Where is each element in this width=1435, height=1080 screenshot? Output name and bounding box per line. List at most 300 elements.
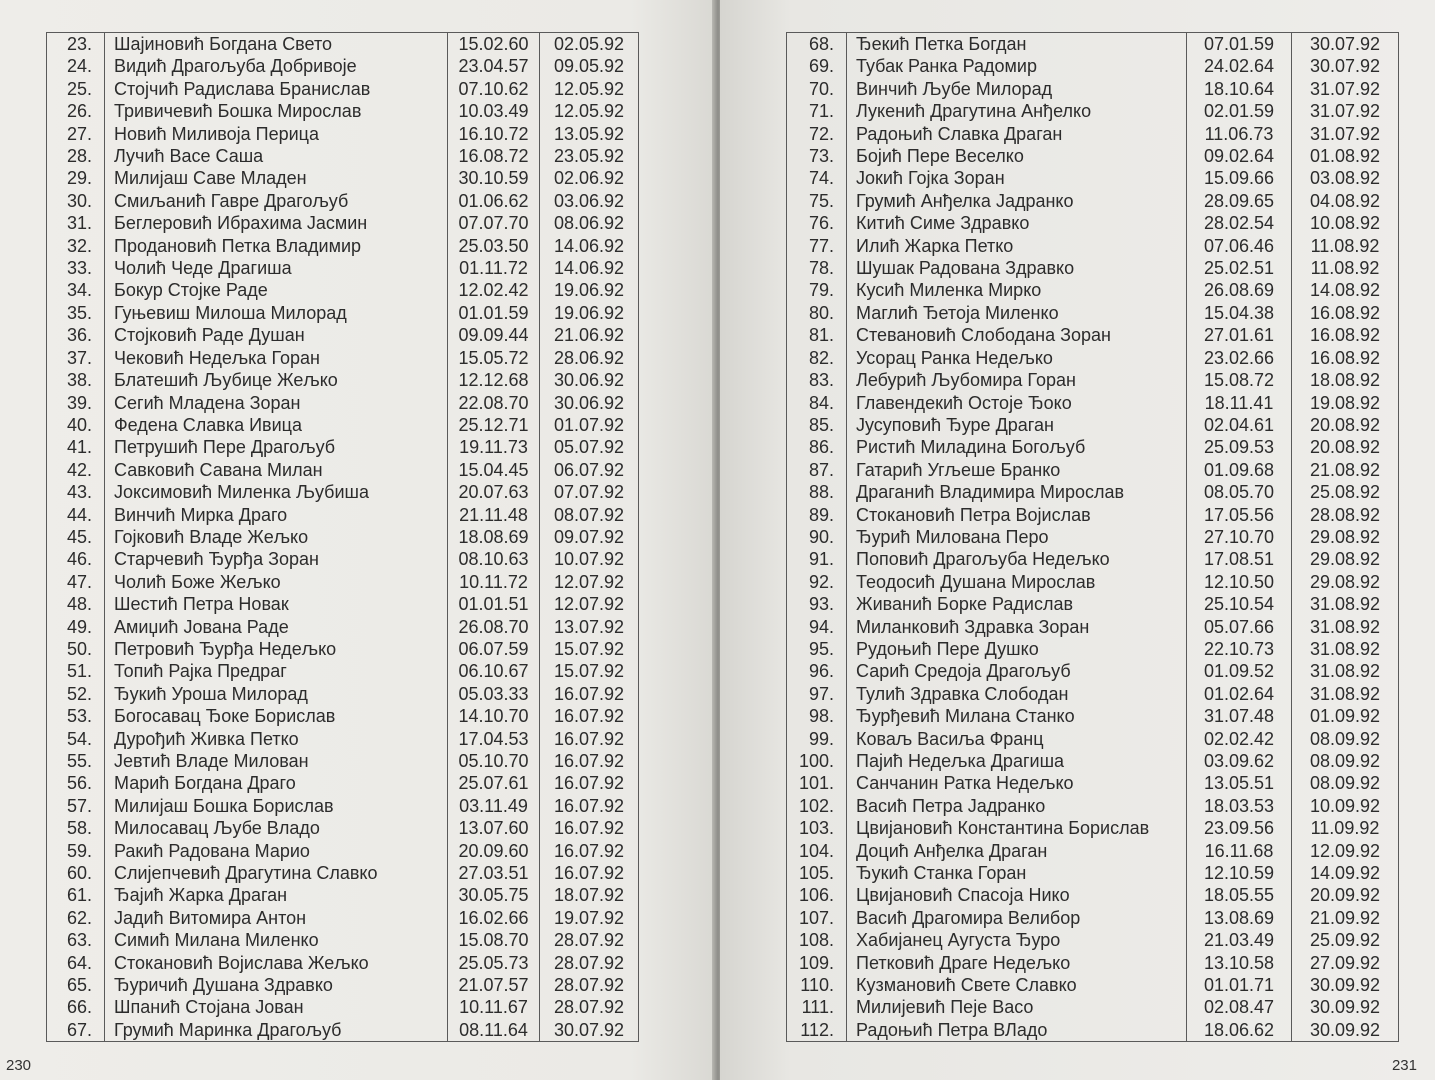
birth-date: 31.07.48 [1187, 705, 1292, 727]
row-number: 105. [787, 862, 847, 884]
row-number: 66. [47, 996, 105, 1018]
table-row [787, 257, 1399, 279]
death-date: 02.06.92 [540, 167, 639, 189]
birth-date: 12.12.68 [448, 369, 540, 391]
person-name: Китић Симе Здравко [847, 212, 1187, 234]
death-date: 28.07.92 [540, 929, 639, 951]
birth-date: 27.03.51 [448, 862, 540, 884]
death-date: 31.08.92 [1292, 683, 1399, 705]
table-row [47, 347, 639, 369]
person-name: Милијевић Пеје Васо [847, 996, 1187, 1018]
table-row [787, 459, 1399, 481]
person-name: Јевтић Владе Милован [105, 750, 448, 772]
row-number: 44. [47, 504, 105, 526]
row-number: 88. [787, 481, 847, 503]
death-date: 30.09.92 [1292, 996, 1399, 1018]
birth-date: 08.10.63 [448, 548, 540, 570]
person-name: Ђурић Милована Перо [847, 526, 1187, 548]
person-name: Ђекић Петка Богдан [847, 33, 1187, 56]
person-name: Кусић Миленка Мирко [847, 279, 1187, 301]
table-row [787, 481, 1399, 503]
person-name: Лукенић Драгутина Анђелко [847, 100, 1187, 122]
death-date: 31.07.92 [1292, 100, 1399, 122]
person-name: Ђукић Уроша Милорад [105, 683, 448, 705]
person-name: Марић Богдана Драго [105, 772, 448, 794]
row-number: 92. [787, 571, 847, 593]
birth-date: 27.10.70 [1187, 526, 1292, 548]
table-row [47, 212, 639, 234]
table-row [787, 78, 1399, 100]
row-number: 35. [47, 302, 105, 324]
row-number: 79. [787, 279, 847, 301]
birth-date: 18.05.55 [1187, 884, 1292, 906]
death-date: 16.07.92 [540, 795, 639, 817]
row-number: 80. [787, 302, 847, 324]
row-number: 110. [787, 974, 847, 996]
death-date: 28.06.92 [540, 347, 639, 369]
birth-date: 10.11.72 [448, 571, 540, 593]
death-date: 27.09.92 [1292, 952, 1399, 974]
death-date: 31.08.92 [1292, 616, 1399, 638]
birth-date: 01.02.64 [1187, 683, 1292, 705]
birth-date: 18.08.69 [448, 526, 540, 548]
death-date: 16.07.92 [540, 817, 639, 839]
row-number: 82. [787, 347, 847, 369]
row-number: 98. [787, 705, 847, 727]
death-date: 12.09.92 [1292, 840, 1399, 862]
birth-date: 15.04.38 [1187, 302, 1292, 324]
table-row [787, 795, 1399, 817]
victims-table-left [46, 32, 639, 1042]
birth-date: 23.09.56 [1187, 817, 1292, 839]
birth-date: 12.02.42 [448, 279, 540, 301]
row-number: 28. [47, 145, 105, 167]
death-date: 08.09.92 [1292, 772, 1399, 794]
death-date: 01.09.92 [1292, 705, 1399, 727]
death-date: 02.05.92 [540, 33, 639, 56]
death-date: 25.09.92 [1292, 929, 1399, 951]
table-row [47, 190, 639, 212]
person-name: Петковић Драге Недељко [847, 952, 1187, 974]
table-row [787, 436, 1399, 458]
death-date: 11.08.92 [1292, 257, 1399, 279]
birth-date: 20.07.63 [448, 481, 540, 503]
row-number: 81. [787, 324, 847, 346]
row-number: 78. [787, 257, 847, 279]
row-number: 27. [47, 123, 105, 145]
table-row [47, 795, 639, 817]
death-date: 16.07.92 [540, 750, 639, 772]
birth-date: 12.10.59 [1187, 862, 1292, 884]
death-date: 16.08.92 [1292, 347, 1399, 369]
row-number: 102. [787, 795, 847, 817]
person-name: Ракић Радована Марио [105, 840, 448, 862]
table-row [787, 33, 1399, 56]
birth-date: 16.10.72 [448, 123, 540, 145]
birth-date: 02.08.47 [1187, 996, 1292, 1018]
table-row [787, 235, 1399, 257]
person-name: Беглеровић Ибрахима Јасмин [105, 212, 448, 234]
row-number: 68. [787, 33, 847, 56]
birth-date: 10.03.49 [448, 100, 540, 122]
birth-date: 23.04.57 [448, 55, 540, 77]
table-row [47, 100, 639, 122]
death-date: 04.08.92 [1292, 190, 1399, 212]
table-row [787, 929, 1399, 951]
table-row [787, 996, 1399, 1018]
person-name: Чолић Чеде Драгиша [105, 257, 448, 279]
row-number: 45. [47, 526, 105, 548]
table-row [47, 616, 639, 638]
table-row [47, 55, 639, 77]
person-name: Васић Петра Јадранко [847, 795, 1187, 817]
row-number: 23. [47, 33, 105, 56]
birth-date: 15.08.70 [448, 929, 540, 951]
birth-date: 17.05.56 [1187, 504, 1292, 526]
death-date: 10.08.92 [1292, 212, 1399, 234]
person-name: Поповић Драгољуба Недељко [847, 548, 1187, 570]
table-row [47, 167, 639, 189]
person-name: Цвијановић Константина Борислав [847, 817, 1187, 839]
birth-date: 06.10.67 [448, 660, 540, 682]
table-row [47, 840, 639, 862]
table-row [787, 750, 1399, 772]
death-date: 08.06.92 [540, 212, 639, 234]
row-number: 63. [47, 929, 105, 951]
death-date: 30.07.92 [540, 1019, 639, 1042]
person-name: Милосавац Љубе Владо [105, 817, 448, 839]
birth-date: 07.07.70 [448, 212, 540, 234]
person-name: Бокур Стојке Раде [105, 279, 448, 301]
person-name: Гојковић Владе Жељко [105, 526, 448, 548]
birth-date: 13.07.60 [448, 817, 540, 839]
person-name: Стокановић Петра Војислав [847, 504, 1187, 526]
row-number: 24. [47, 55, 105, 77]
person-name: Васић Драгомира Велибор [847, 907, 1187, 929]
person-name: Петрушић Пере Драгољуб [105, 436, 448, 458]
person-name: Јадић Витомира Антон [105, 907, 448, 929]
table-row [47, 78, 639, 100]
death-date: 14.09.92 [1292, 862, 1399, 884]
row-number: 112. [787, 1019, 847, 1042]
death-date: 16.07.92 [540, 728, 639, 750]
row-number: 107. [787, 907, 847, 929]
death-date: 30.06.92 [540, 369, 639, 391]
person-name: Сегић Младена Зоран [105, 392, 448, 414]
row-number: 67. [47, 1019, 105, 1042]
table-row [787, 772, 1399, 794]
person-name: Милијаш Саве Младен [105, 167, 448, 189]
birth-date: 01.01.59 [448, 302, 540, 324]
table-row [787, 212, 1399, 234]
person-name: Савковић Савана Милан [105, 459, 448, 481]
row-number: 87. [787, 459, 847, 481]
death-date: 08.09.92 [1292, 728, 1399, 750]
table-row [787, 862, 1399, 884]
row-number: 90. [787, 526, 847, 548]
person-name: Стојковић Раде Душан [105, 324, 448, 346]
person-name: Хабијанец Аугуста Ђуро [847, 929, 1187, 951]
person-name: Сарић Средоја Драгољуб [847, 660, 1187, 682]
person-name: Тубак Ранка Радомир [847, 55, 1187, 77]
row-number: 56. [47, 772, 105, 794]
table-row [47, 369, 639, 391]
row-number: 38. [47, 369, 105, 391]
birth-date: 07.01.59 [1187, 33, 1292, 56]
death-date: 16.07.92 [540, 705, 639, 727]
table-row [787, 504, 1399, 526]
person-name: Слијепчевић Драгутина Славко [105, 862, 448, 884]
person-name: Шајиновић Богдана Свето [105, 33, 448, 56]
death-date: 10.07.92 [540, 548, 639, 570]
birth-date: 07.06.46 [1187, 235, 1292, 257]
table-row [47, 279, 639, 301]
table-row [787, 414, 1399, 436]
death-date: 20.08.92 [1292, 436, 1399, 458]
person-name: Теодосић Душана Мирослав [847, 571, 1187, 593]
right-page [720, 0, 1435, 1080]
table-row [787, 324, 1399, 346]
row-number: 34. [47, 279, 105, 301]
table-row [787, 660, 1399, 682]
birth-date: 18.03.53 [1187, 795, 1292, 817]
person-name: Федена Славка Ивица [105, 414, 448, 436]
birth-date: 01.09.52 [1187, 660, 1292, 682]
birth-date: 22.08.70 [448, 392, 540, 414]
death-date: 29.08.92 [1292, 548, 1399, 570]
table-row [787, 302, 1399, 324]
person-name: Јоксимовић Миленка Љубиша [105, 481, 448, 503]
person-name: Усорац Ранка Недељко [847, 347, 1187, 369]
person-name: Пајић Недељка Драгиша [847, 750, 1187, 772]
row-number: 29. [47, 167, 105, 189]
row-number: 108. [787, 929, 847, 951]
birth-date: 08.05.70 [1187, 481, 1292, 503]
death-date: 11.09.92 [1292, 817, 1399, 839]
row-number: 48. [47, 593, 105, 615]
table-row [787, 593, 1399, 615]
death-date: 21.08.92 [1292, 459, 1399, 481]
death-date: 31.08.92 [1292, 638, 1399, 660]
row-number: 77. [787, 235, 847, 257]
person-name: Ђукић Станка Горан [847, 862, 1187, 884]
row-number: 62. [47, 907, 105, 929]
person-name: Ђајић Жарка Драган [105, 884, 448, 906]
row-number: 71. [787, 100, 847, 122]
death-date: 09.05.92 [540, 55, 639, 77]
person-name: Илић Жарка Петко [847, 235, 1187, 257]
person-name: Рудоњић Пере Душко [847, 638, 1187, 660]
table-row [47, 302, 639, 324]
person-name: Грумић Маринка Драгољуб [105, 1019, 448, 1042]
death-date: 28.07.92 [540, 952, 639, 974]
person-name: Стојчић Радислава Бранислав [105, 78, 448, 100]
death-date: 31.08.92 [1292, 593, 1399, 615]
page-number: 231 [1391, 1057, 1417, 1074]
birth-date: 09.02.64 [1187, 145, 1292, 167]
person-name: Драганић Владимира Мирослав [847, 481, 1187, 503]
row-number: 37. [47, 347, 105, 369]
person-name: Чолић Боже Жељко [105, 571, 448, 593]
birth-date: 25.02.51 [1187, 257, 1292, 279]
death-date: 29.08.92 [1292, 571, 1399, 593]
death-date: 31.07.92 [1292, 123, 1399, 145]
death-date: 12.05.92 [540, 100, 639, 122]
death-date: 05.07.92 [540, 436, 639, 458]
birth-date: 17.04.53 [448, 728, 540, 750]
row-number: 96. [787, 660, 847, 682]
row-number: 41. [47, 436, 105, 458]
birth-date: 13.05.51 [1187, 772, 1292, 794]
birth-date: 05.07.66 [1187, 616, 1292, 638]
person-name: Јокић Гојка Зоран [847, 167, 1187, 189]
table-row [787, 974, 1399, 996]
person-name: Чековић Недељка Горан [105, 347, 448, 369]
table-row [787, 347, 1399, 369]
row-number: 85. [787, 414, 847, 436]
table-row [47, 526, 639, 548]
death-date: 13.07.92 [540, 616, 639, 638]
person-name: Ђурђевић Милана Станко [847, 705, 1187, 727]
birth-date: 16.08.72 [448, 145, 540, 167]
row-number: 109. [787, 952, 847, 974]
table-row [787, 145, 1399, 167]
person-name: Ђуричић Душана Здравко [105, 974, 448, 996]
victims-table-right [786, 32, 1399, 1042]
row-number: 86. [787, 436, 847, 458]
death-date: 07.07.92 [540, 481, 639, 503]
death-date: 30.06.92 [540, 392, 639, 414]
death-date: 12.07.92 [540, 593, 639, 615]
birth-date: 02.01.59 [1187, 100, 1292, 122]
death-date: 15.07.92 [540, 660, 639, 682]
row-number: 74. [787, 167, 847, 189]
table-row [47, 683, 639, 705]
birth-date: 05.03.33 [448, 683, 540, 705]
death-date: 15.07.92 [540, 638, 639, 660]
death-date: 01.08.92 [1292, 145, 1399, 167]
birth-date: 25.12.71 [448, 414, 540, 436]
death-date: 23.05.92 [540, 145, 639, 167]
birth-date: 26.08.70 [448, 616, 540, 638]
birth-date: 11.06.73 [1187, 123, 1292, 145]
table-row [47, 1019, 639, 1042]
row-number: 83. [787, 369, 847, 391]
table-row [787, 728, 1399, 750]
birth-date: 21.03.49 [1187, 929, 1292, 951]
person-name: Петровић Ђурђа Недељко [105, 638, 448, 660]
table-row [47, 817, 639, 839]
death-date: 30.07.92 [1292, 55, 1399, 77]
birth-date: 25.10.54 [1187, 593, 1292, 615]
birth-date: 15.04.45 [448, 459, 540, 481]
person-name: Видић Драгољуба Добривоје [105, 55, 448, 77]
person-name: Живанић Борке Радислав [847, 593, 1187, 615]
row-number: 61. [47, 884, 105, 906]
row-number: 84. [787, 392, 847, 414]
birth-date: 08.11.64 [448, 1019, 540, 1042]
table-row [47, 33, 639, 56]
birth-date: 10.11.67 [448, 996, 540, 1018]
birth-date: 25.05.73 [448, 952, 540, 974]
page-number: 230 [6, 1057, 32, 1074]
table-row [47, 660, 639, 682]
row-number: 72. [787, 123, 847, 145]
person-name: Тривичевић Бошка Мирослав [105, 100, 448, 122]
table-row [787, 369, 1399, 391]
birth-date: 07.10.62 [448, 78, 540, 100]
row-number: 32. [47, 235, 105, 257]
row-number: 59. [47, 840, 105, 862]
table-row [787, 884, 1399, 906]
person-name: Новић Миливоја Перица [105, 123, 448, 145]
row-number: 36. [47, 324, 105, 346]
death-date: 19.06.92 [540, 279, 639, 301]
death-date: 06.07.92 [540, 459, 639, 481]
death-date: 19.06.92 [540, 302, 639, 324]
death-date: 29.08.92 [1292, 526, 1399, 548]
table-row [47, 571, 639, 593]
row-number: 69. [787, 55, 847, 77]
table-row [47, 392, 639, 414]
death-date: 31.07.92 [1292, 78, 1399, 100]
person-name: Амиџић Јована Раде [105, 616, 448, 638]
person-name: Цвијановић Спасоја Нико [847, 884, 1187, 906]
person-name: Лебурић Љубомира Горан [847, 369, 1187, 391]
person-name: Миланковић Здравка Зоран [847, 616, 1187, 638]
person-name: Главендекић Остоје Ђоко [847, 392, 1187, 414]
person-name: Бојић Пере Веселко [847, 145, 1187, 167]
row-number: 60. [47, 862, 105, 884]
row-number: 95. [787, 638, 847, 660]
birth-date: 18.06.62 [1187, 1019, 1292, 1042]
death-date: 19.07.92 [540, 907, 639, 929]
row-number: 101. [787, 772, 847, 794]
death-date: 16.07.92 [540, 683, 639, 705]
death-date: 30.09.92 [1292, 1019, 1399, 1042]
table-row [47, 862, 639, 884]
person-name: Санчанин Ратка Недељко [847, 772, 1187, 794]
row-number: 46. [47, 548, 105, 570]
row-number: 40. [47, 414, 105, 436]
birth-date: 18.11.41 [1187, 392, 1292, 414]
row-number: 54. [47, 728, 105, 750]
death-date: 25.08.92 [1292, 481, 1399, 503]
person-name: Грумић Анђелка Јадранко [847, 190, 1187, 212]
row-number: 76. [787, 212, 847, 234]
row-number: 47. [47, 571, 105, 593]
table-row [47, 996, 639, 1018]
birth-date: 21.07.57 [448, 974, 540, 996]
death-date: 19.08.92 [1292, 392, 1399, 414]
death-date: 13.05.92 [540, 123, 639, 145]
row-number: 75. [787, 190, 847, 212]
birth-date: 25.03.50 [448, 235, 540, 257]
birth-date: 02.02.42 [1187, 728, 1292, 750]
death-date: 01.07.92 [540, 414, 639, 436]
birth-date: 26.08.69 [1187, 279, 1292, 301]
death-date: 09.07.92 [540, 526, 639, 548]
row-number: 89. [787, 504, 847, 526]
row-number: 26. [47, 100, 105, 122]
person-name: Радоњић Славка Драган [847, 123, 1187, 145]
death-date: 16.07.92 [540, 772, 639, 794]
table-row [47, 548, 639, 570]
table-row [787, 616, 1399, 638]
table-row [787, 526, 1399, 548]
death-date: 14.06.92 [540, 235, 639, 257]
death-date: 08.07.92 [540, 504, 639, 526]
